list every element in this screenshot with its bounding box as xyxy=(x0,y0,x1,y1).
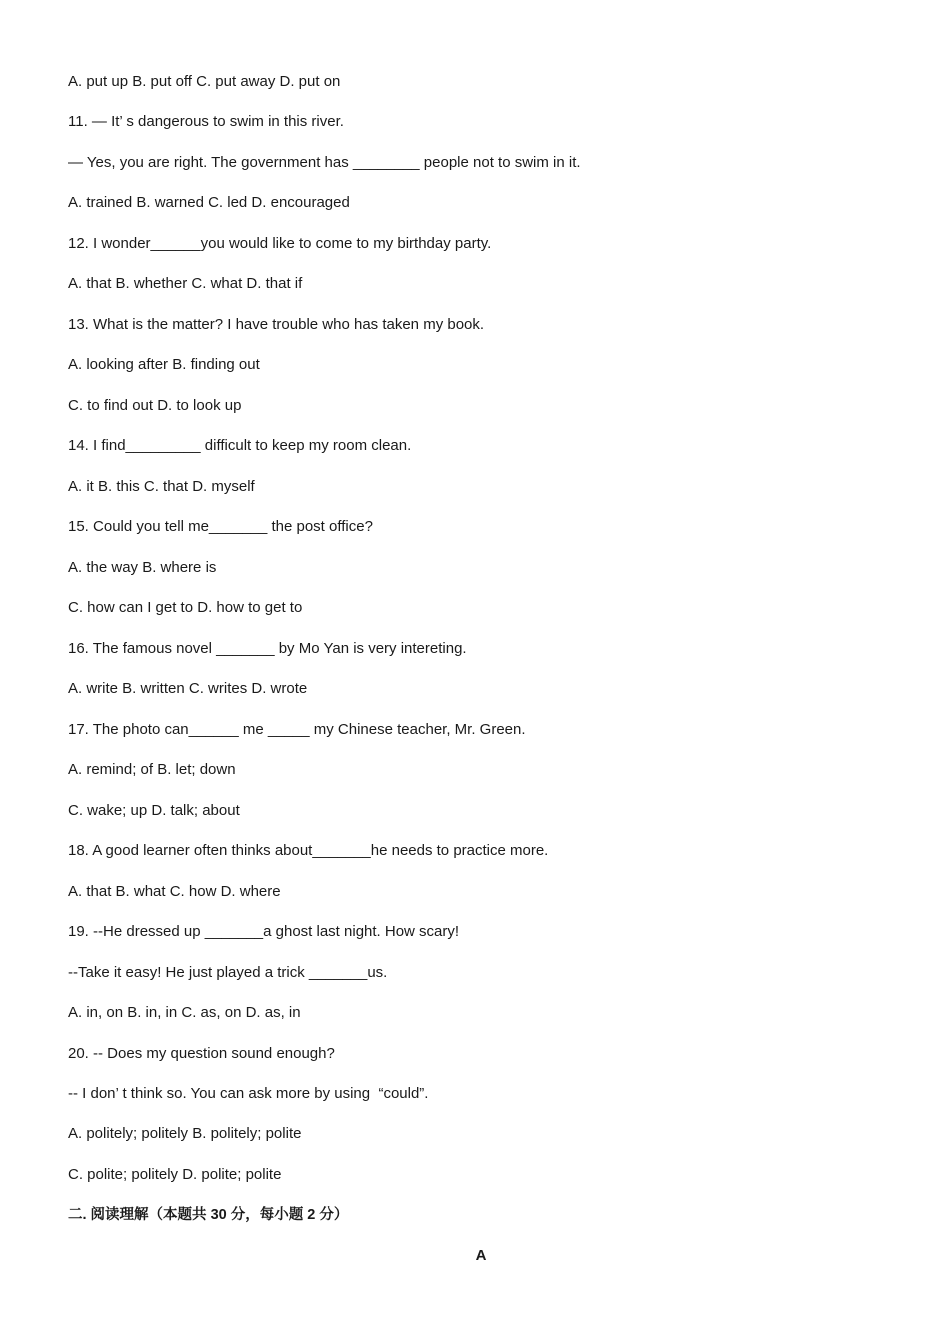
question-12: 12. I wonder______you would like to come to my birthday party. xyxy=(68,235,492,252)
question-16: 16. The famous novel _______ by Mo Yan is very intereting. xyxy=(68,640,467,657)
options-17-b: C. wake; up D. talk; about xyxy=(68,802,240,819)
question-14: 14. I find_________ difficult to keep my room clean. xyxy=(68,437,412,454)
question-17: 17. The photo can______ me _____ my Chinese teacher, Mr. Green. xyxy=(68,721,526,738)
question-20: 20. -- Does my question sound enough? xyxy=(68,1045,335,1062)
options-20-a: A. politely; politely B. politely; polite xyxy=(68,1125,302,1142)
options-15-a: A. the way B. where is xyxy=(68,559,217,576)
options-14: A. it B. this C. that D. myself xyxy=(68,478,255,495)
section-heading: 二. 阅读理解（本题共 30 分，每小题 2 分） xyxy=(68,1207,349,1223)
options-13-b: C. to find out D. to look up xyxy=(68,397,242,414)
question-13: 13. What is the matter? I have trouble who has taken my book. xyxy=(68,316,485,333)
text-line: -- I don’ t think so. You can ask more by using “could”. xyxy=(68,1085,429,1102)
question-15: 15. Could you tell me_______ the post office? xyxy=(68,518,373,535)
text-line: --Take it easy! He just played a trick _______us. xyxy=(68,964,388,981)
passage-label: A xyxy=(475,1247,487,1264)
question-19: 19. --He dressed up _______a ghost last night. How scary! xyxy=(68,923,460,940)
options-15-b: C. how can I get to D. how to get to xyxy=(68,599,303,616)
options-20-b: C. polite; politely D. polite; polite xyxy=(68,1166,282,1183)
question-11: 11. — It’ s dangerous to swim in this river. xyxy=(68,113,344,130)
options-19: A. in, on B. in, in C. as, on D. as, in xyxy=(68,1004,301,1021)
text-line: — Yes, you are right. The government has ________ people not to swim in it. xyxy=(68,154,581,171)
options-13-a: A. looking after B. finding out xyxy=(68,356,260,373)
text-line: A. put up B. put off C. put away D. put on xyxy=(68,73,341,90)
options-16: A. write B. written C. writes D. wrote xyxy=(68,680,308,697)
options-11: A. trained B. warned C. led D. encouraged xyxy=(68,194,350,211)
question-18: 18. A good learner often thinks about_______he needs to practice more. xyxy=(68,842,549,859)
options-18: A. that B. what C. how D. where xyxy=(68,883,281,900)
options-17-a: A. remind; of B. let; down xyxy=(68,761,236,778)
options-12: A. that B. whether C. what D. that if xyxy=(68,275,303,292)
